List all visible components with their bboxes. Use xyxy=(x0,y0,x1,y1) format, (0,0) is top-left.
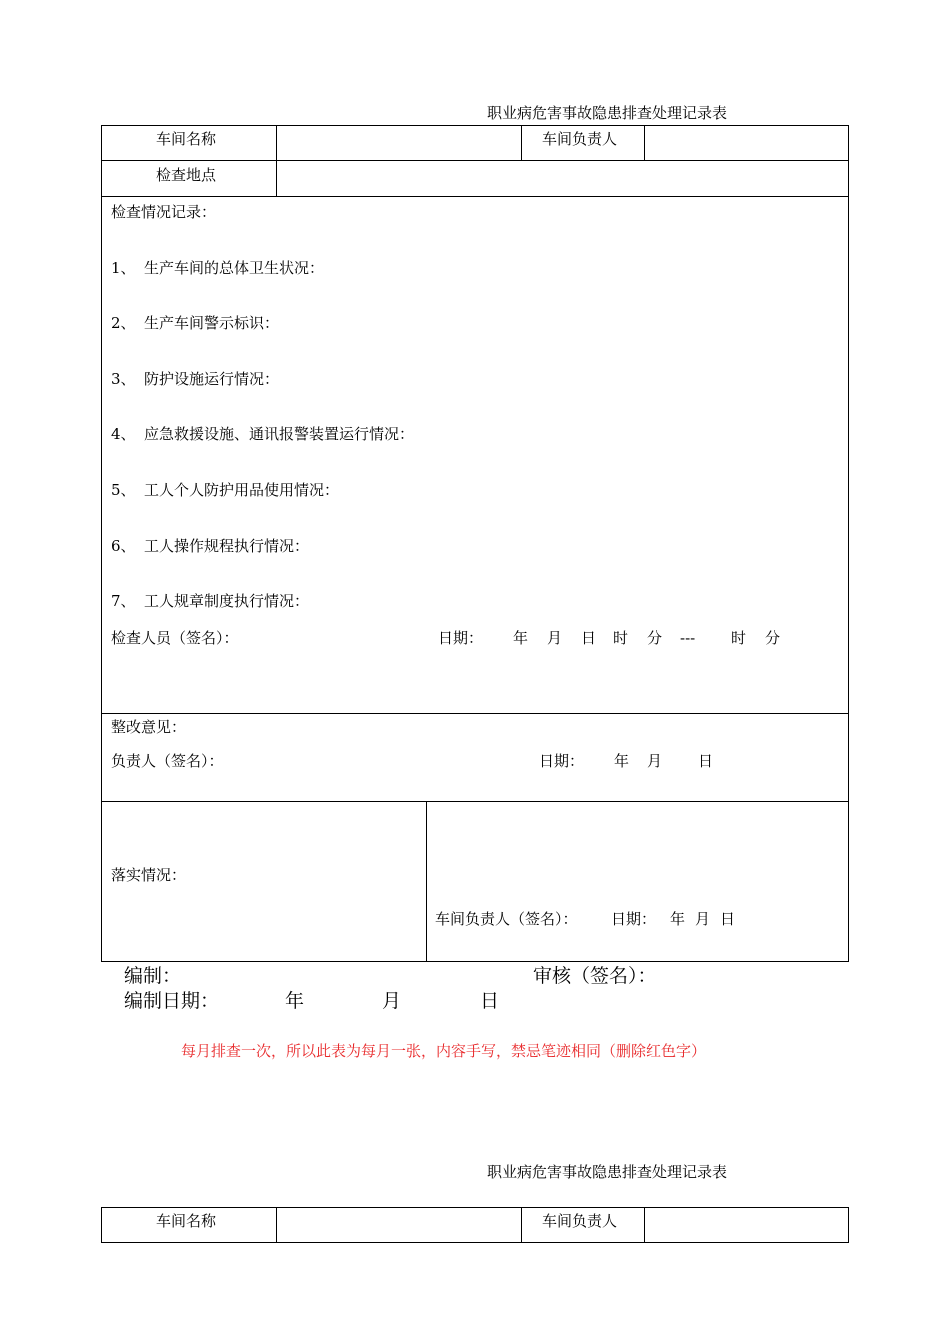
date-month-unit: 月 xyxy=(382,990,402,1012)
date-year-unit: 年 xyxy=(670,910,686,928)
inspection-item-text: 应急救援设施、通讯报警装置运行情况： xyxy=(144,425,415,443)
instruction-note: 每月排查一次，所以此表为每月一张，内容手写，禁忌笔迹相同（删除红色字） xyxy=(181,1042,707,1060)
prepared-date-label: 编制日期： xyxy=(124,990,220,1012)
inspection-item-num: 6、 xyxy=(111,537,136,555)
time-minute-unit: 分 xyxy=(647,629,663,647)
workshop-name-field[interactable] xyxy=(279,1210,519,1240)
inspection-item-num: 5、 xyxy=(111,481,136,499)
implementation-date-label: 日期： xyxy=(611,910,657,928)
head-sign-label: 负责人（签名）： xyxy=(111,752,224,770)
workshop-name-label: 车间名称 xyxy=(156,1212,217,1230)
time-minute-unit: 分 xyxy=(765,629,781,647)
inspection-item-text: 防护设施运行情况： xyxy=(144,370,280,388)
form-title-second: 职业病危害事故隐患排查处理记录表 xyxy=(487,1163,728,1181)
rectification-heading: 整改意见： xyxy=(111,718,187,736)
inspection-item-text: 生产车间的总体卫生状况： xyxy=(144,259,325,277)
date-day-unit: 日 xyxy=(698,752,714,770)
form-title: 职业病危害事故隐患排查处理记录表 xyxy=(487,104,728,122)
workshop-name-field[interactable] xyxy=(279,128,519,158)
inspector-sign-label: 检查人员（签名）： xyxy=(111,629,239,647)
date-year-unit: 年 xyxy=(285,990,305,1012)
prepared-by-label: 编制： xyxy=(124,965,182,987)
inspection-item-text: 工人规章制度执行情况： xyxy=(144,592,310,610)
inspection-heading: 检查情况记录： xyxy=(111,203,217,221)
review-sign-label: 审核（签名）： xyxy=(533,965,657,987)
workshop-head-field[interactable] xyxy=(647,1210,845,1240)
date-year-unit: 年 xyxy=(614,752,630,770)
rectification-date-label: 日期： xyxy=(539,752,585,770)
date-month-unit: 月 xyxy=(647,752,663,770)
inspection-item-num: 7、 xyxy=(111,592,136,610)
implementation-label: 落实情况： xyxy=(111,866,187,884)
inspection-item-num: 3、 xyxy=(111,370,136,388)
workshop-head-label: 车间负责人 xyxy=(542,130,618,148)
workshop-head-sign-label: 车间负责人（签名）： xyxy=(435,910,578,928)
inspection-item-num: 4、 xyxy=(111,425,136,443)
inspection-item-text: 工人操作规程执行情况： xyxy=(144,537,310,555)
workshop-head-label: 车间负责人 xyxy=(542,1212,618,1230)
inspection-item-num: 2、 xyxy=(111,314,136,332)
date-year-unit: 年 xyxy=(513,629,529,647)
inspection-item-text: 工人个人防护用品使用情况： xyxy=(144,481,340,499)
date-day-unit: 日 xyxy=(720,910,736,928)
date-month-unit: 月 xyxy=(695,910,711,928)
time-hour-unit: 时 xyxy=(731,629,747,647)
workshop-head-field[interactable] xyxy=(647,128,845,158)
time-range-dash: --- xyxy=(680,629,696,647)
workshop-name-label: 车间名称 xyxy=(156,130,217,148)
inspection-date-label: 日期： xyxy=(438,629,484,647)
inspection-item-text: 生产车间警示标识： xyxy=(144,314,280,332)
date-day-unit: 日 xyxy=(480,990,500,1012)
date-month-unit: 月 xyxy=(547,629,563,647)
location-label: 检查地点 xyxy=(156,166,217,184)
inspection-item-num: 1、 xyxy=(111,259,136,277)
location-field[interactable] xyxy=(279,163,845,194)
date-day-unit: 日 xyxy=(581,629,597,647)
time-hour-unit: 时 xyxy=(613,629,629,647)
